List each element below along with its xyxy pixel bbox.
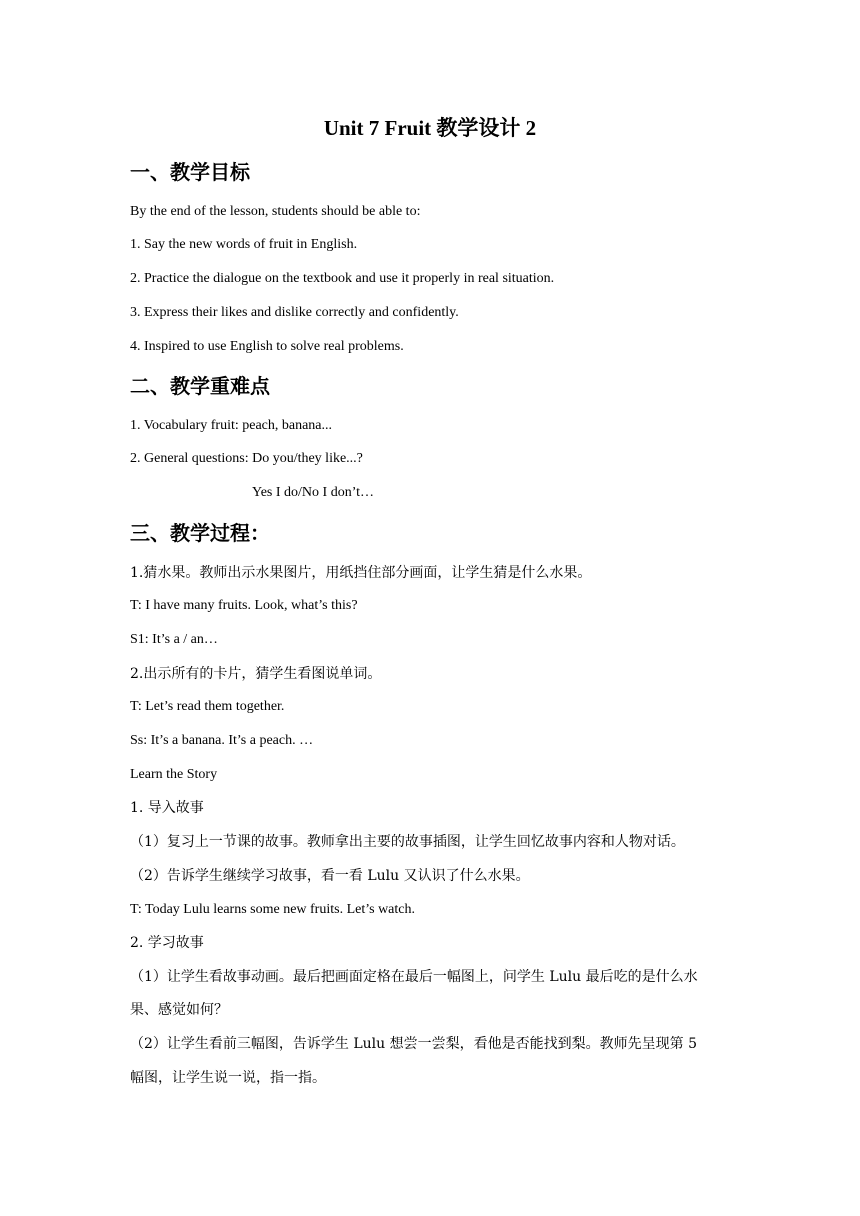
procedure-line: Learn the Story xyxy=(130,767,218,782)
procedure-line: 1.猜水果。教师出示水果图片，用纸挡住部分画面，让学生猜是什么水果。 xyxy=(130,565,592,581)
procedure-line: （1）让学生看故事动画。最后把画面定格在最后一幅图上，问学生 Lulu 最后吃的是什么水 xyxy=(130,969,698,985)
key-point-answer: Yes I do/No I don’t… xyxy=(252,485,374,500)
procedure-line: T: I have many fruits. Look, what’s this? xyxy=(130,598,358,613)
section-heading-objectives: 一、教学目标 xyxy=(130,160,250,184)
procedure-line: T: Let’s read them together. xyxy=(130,699,285,714)
procedure-line: Ss: It’s a banana. It’s a peach. … xyxy=(130,733,314,748)
procedure-line: 果、感觉如何？ xyxy=(130,1002,228,1018)
procedure-line: （2）让学生看前三幅图，告诉学生 Lulu 想尝一尝梨，看他是否能找到梨。教师先呈现第 5 xyxy=(130,1036,697,1052)
procedure-line: 2.出示所有的卡片，猜学生看图说单词。 xyxy=(130,666,382,682)
section-heading-key-points: 二、教学重难点 xyxy=(130,374,270,398)
procedure-line: 2. 学习故事 xyxy=(130,935,204,951)
procedure-line: （1）复习上一节课的故事。教师拿出主要的故事插图，让学生回忆故事内容和人物对话。 xyxy=(130,834,685,850)
objective-item: 1. Say the new words of fruit in English. xyxy=(130,237,358,252)
key-point-item: 2. General questions: Do you/they like...? xyxy=(130,451,363,466)
key-point-item: 1. Vocabulary fruit: peach, banana... xyxy=(130,418,333,433)
procedure-line: S1: It’s a / an… xyxy=(130,632,218,647)
objective-item: 3. Express their likes and dislike correctly and confidently. xyxy=(130,305,459,320)
section-heading-procedure: 三、教学过程： xyxy=(130,521,270,545)
procedure-line: 1. 导入故事 xyxy=(130,800,204,816)
procedure-line: 幅图，让学生说一说，指一指。 xyxy=(130,1070,326,1086)
procedure-line: T: Today Lulu learns some new fruits. Let’s watch. xyxy=(130,902,415,917)
objective-item: 2. Practice the dialogue on the textbook and use it properly in real situation. xyxy=(130,271,555,286)
objectives-intro: By the end of the lesson, students should be able to: xyxy=(130,204,421,219)
objective-item: 4. Inspired to use English to solve real problems. xyxy=(130,339,404,354)
document-title: Unit 7 Fruit 教学设计 2 xyxy=(323,116,537,140)
procedure-line: （2）告诉学生继续学习故事，看一看 Lulu 又认识了什么水果。 xyxy=(130,868,530,884)
